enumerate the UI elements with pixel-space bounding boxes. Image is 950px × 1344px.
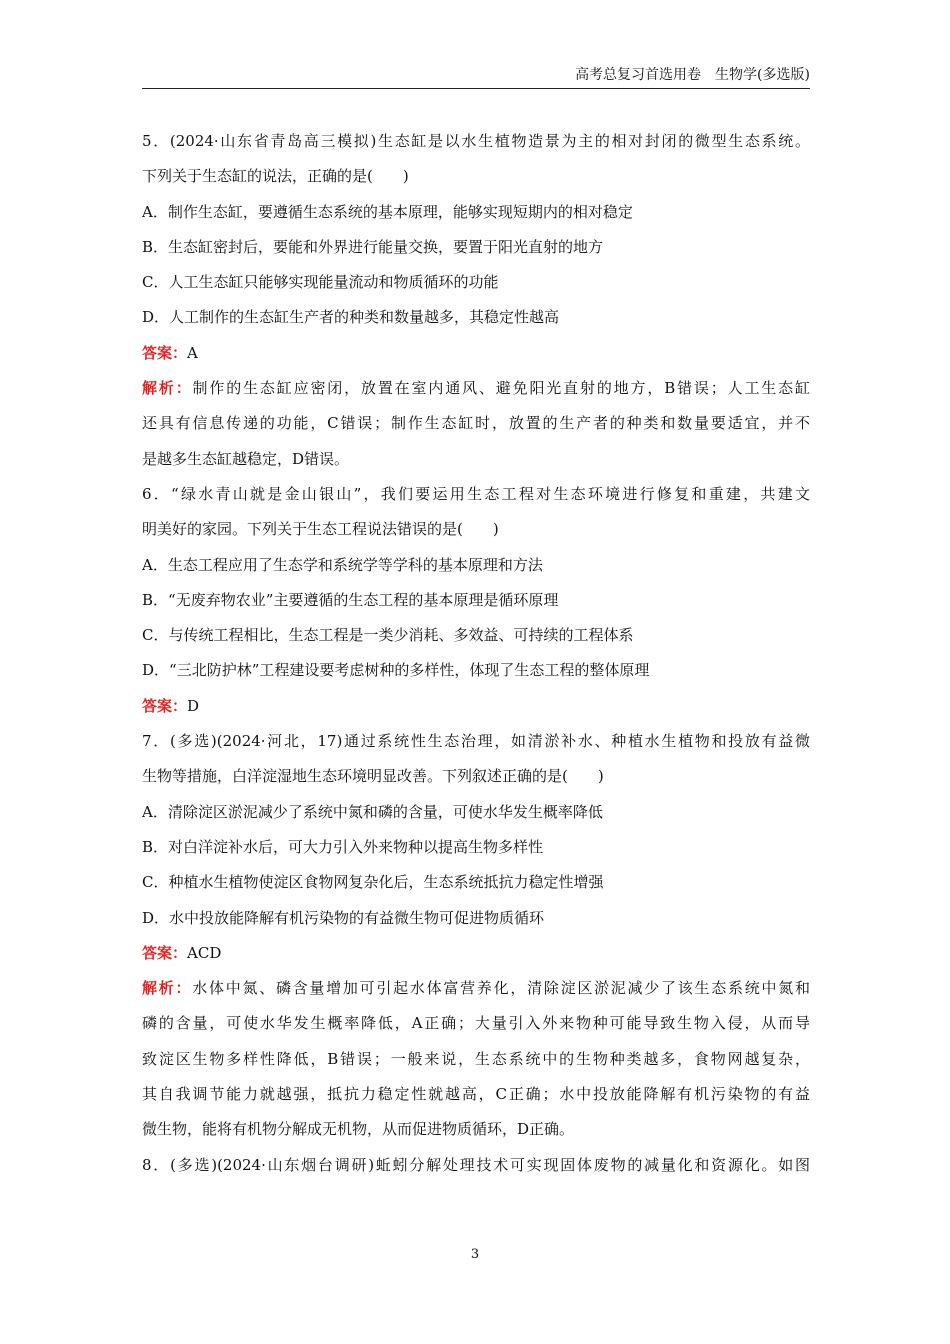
q7-option-c: C．种植水生植物使淀区食物网复杂化后，生态系统抵抗力稳定性增强 <box>142 873 604 892</box>
analysis-label: 解析： <box>142 379 193 398</box>
q7-analysis-line-3: 致淀区生物多样性降低，B错误；一般来说，生态系统中的生物种类越多，食物网越复杂， <box>142 1049 810 1068</box>
q5-analysis-line-1 <box>142 371 810 406</box>
header-title: 高考总复习首选用卷 生物学(多选版) <box>575 67 810 83</box>
q5-analysis-line-3: 是越多生态缸越稳定，D错误。 <box>142 449 350 468</box>
q7-option-d: D．水中投放能降解有机污染物的有益微生物可促进物质循环 <box>142 908 545 927</box>
q7-analysis-line-2: 磷的含量，可使水华发生概率降低，A正确；大量引入外来物种可能导致生物入侵，从而导 <box>142 1014 810 1033</box>
q6-stem-line-2: 明美好的家园。下列关于生态工程说法错误的是( ) <box>142 520 499 539</box>
q7-analysis-line-4: 其自我调节能力就越强，抵抗力稳定性就越高，C正确；水中投放能降解有机污染物的有益 <box>142 1085 810 1104</box>
q6-answer-value: D <box>187 696 200 715</box>
q7-analysis-line-1 <box>142 971 810 1006</box>
q7-option-a: A．清除淀区淤泥减少了系统中氮和磷的含量，可使水华发生概率降低 <box>142 802 603 821</box>
q8-stem-line-1: 8．(多选)(2024·山东烟台调研)蚯蚓分解处理技术可实现固体废物的减量化和资源化。如图 <box>142 1155 810 1174</box>
answer-label: 答案： <box>142 343 188 362</box>
analysis-label: 解析： <box>142 979 193 998</box>
q5-option-c: C．人工生态缸只能够实现能量流动和物质循环的功能 <box>142 273 499 292</box>
q5-answer <box>142 336 810 371</box>
q6-answer <box>142 689 810 724</box>
q7-stem-line-1: 7．(多选)(2024·河北，17)通过系统性生态治理，如清淤补水、种植水生植物和投放有益微 <box>142 732 810 751</box>
q6-stem-line-1: 6．“绿水青山就是金山银山”，我们要运用生态工程对生态环境进行修复和重建，共建文 <box>142 484 810 503</box>
q5-option-a: A．制作生态缸，要遵循生态系统的基本原理，能够实现短期内的相对稳定 <box>142 202 633 221</box>
q7-analysis-text-1: 水体中氮、磷含量增加可引起水体富营养化，清除淀区淤泥减少了该生态系统中氮和 <box>192 979 810 998</box>
document-body <box>142 124 810 1183</box>
q5-stem-line-2: 下列关于生态缸的说法，正确的是( ) <box>142 167 409 186</box>
q7-stem-line-2: 生物等措施，白洋淀湿地生态环境明显改善。下列叙述正确的是( ) <box>142 767 604 786</box>
q5-analysis-line-2: 还具有信息传递的功能，C错误；制作生态缸时，放置的生产者的种类和数量要适宜，并不 <box>142 414 810 433</box>
q7-answer-value: ACD <box>187 943 222 962</box>
q7-option-b: B．对白洋淀补水后，可大力引入外来物种以提高生物多样性 <box>142 837 544 856</box>
q5-answer-value: A <box>187 343 198 362</box>
q6-option-a: A．生态工程应用了生态学和系统学等学科的基本原理和方法 <box>142 555 543 574</box>
page-header <box>142 66 810 89</box>
q7-analysis-line-5: 微生物，能将有机物分解成无机物，从而促进物质循环，D正确。 <box>142 1120 575 1139</box>
page-number: 3 <box>470 1247 480 1262</box>
q5-option-b: B．生态缸密封后，要能和外界进行能量交换，要置于阳光直射的地方 <box>142 237 604 256</box>
q5-stem-line-1: 5．(2024·山东省青岛高三模拟)生态缸是以水生植物造景为主的相对封闭的微型生态系统。 <box>142 132 810 150</box>
answer-label: 答案： <box>142 696 188 715</box>
q5-option-d: D．人工制作的生态缸生产者的种类和数量越多，其稳定性越高 <box>142 308 560 327</box>
answer-label: 答案： <box>142 943 188 962</box>
q6-option-c: C．与传统工程相比，生态工程是一类少消耗、多效益、可持续的工程体系 <box>142 626 634 645</box>
q6-option-b: B．“无废弃物农业”主要遵循的生态工程的基本原理是循环原理 <box>142 590 559 609</box>
q5-analysis-text-1: 制作的生态缸应密闭，放置在室内通风、避免阳光直射的地方，B错误；人工生态缸 <box>192 379 810 398</box>
q7-answer <box>142 936 810 971</box>
q6-option-d: D．“三北防护林”工程建设要考虑树种的多样性，体现了生态工程的整体原理 <box>142 661 650 680</box>
